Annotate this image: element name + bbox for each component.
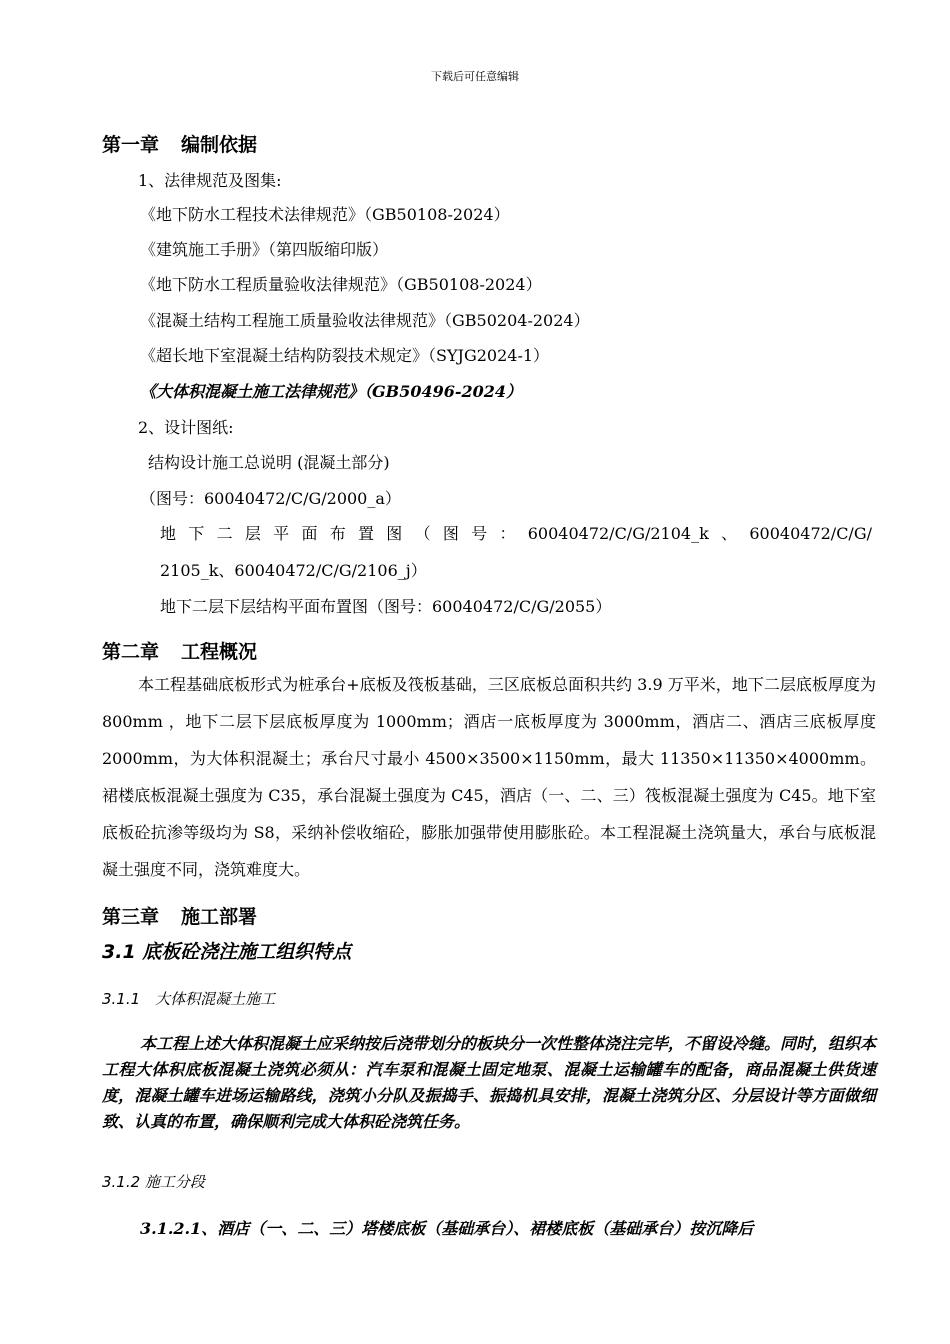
drawing-item: 地下二层平面布置图（图号：60040472/C/G/2104_k、60040472/C/G/: [160, 524, 872, 543]
chapter-label: 第二章: [102, 641, 160, 663]
header-note: 下载后可任意编辑: [431, 70, 519, 83]
section-3-1-1-paragraph: 本工程上述大体积混凝土应采纳按后浇带划分的板块分一次性整体浇注完毕，不留设冷缝。同时，组织本工程大体积底板混凝土浇筑必须从：汽车泵和混凝土固定地泵、混凝土运输罐车的配备，商品混凝土供货速度，混凝土罐车进场运输路线，浇筑小分队及振捣手、振捣机具安排，混凝土浇筑分区、分层设计等方面做细致、认真的布置，确保顺利完成大体积砼浇筑任务。: [102, 1034, 877, 1131]
drawing-item: （图号：60040472/C/G/2000_a）: [140, 489, 401, 508]
overview-paragraph: 本工程基础底板形式为桩承台+底板及筏板基础，三区底板总面积共约 3.9 万平米，地下二层底板厚度为 800mm ，地下二层下层底板厚度为 1000mm；酒店一底板厚度为 3000mm，酒店二、酒店三底板厚度 2000mm，为大体积混凝土；承台尺寸最小 4500×3500×1150mm，最大 11350×11350×4000mm。裙楼底板混凝土强度为 C35，承台混凝土强度为 C45，酒店（一、二、三）筏板混凝土强度为 C45。地下室底板砼抗渗等级均为 S8，采纳补偿收缩砼，膨胀加强带使用膨胀砼。本工程混凝土浇筑量大，承台与底板混凝土强度不同，浇筑难度大。: [102, 675, 876, 879]
drawing-item: 2105_k、60040472/C/G/2106_j）: [160, 561, 427, 580]
reference-item: 《混凝土结构工程施工质量验收法律规范》（GB50204-2024）: [140, 311, 590, 330]
reference-item: 《建筑施工手册》（第四版缩印版）: [140, 240, 389, 259]
section-3-1-2-1-text: 3.1.2.1、酒店（一、二、三）塔楼底板（基础承台）、裙楼底板（基础承台）按沉降后: [140, 1219, 754, 1238]
list-item: 1、法律规范及图集:: [138, 171, 282, 190]
chapter-title: 施工部署: [181, 906, 258, 928]
reference-item: 《地下防水工程技术法律规范》（GB50108-2024）: [140, 205, 510, 224]
drawing-item: 地下二层下层结构平面布置图（图号：60040472/C/G/2055）: [160, 597, 612, 616]
section-3-1-heading: 3.1 底板砼浇注施工组织特点: [102, 941, 352, 963]
chapter-label: 第三章: [102, 906, 160, 928]
chapter-3-heading: [102, 902, 257, 929]
chapter-label: 第一章: [102, 134, 160, 156]
chapter-2-heading: [102, 637, 257, 664]
reference-item: 《超长地下室混凝土结构防裂技术规定》（SYJG2024-1）: [140, 346, 550, 365]
chapter-title: 工程概况: [181, 641, 258, 663]
list-item: 2、设计图纸:: [138, 418, 234, 437]
drawing-item: 结构设计施工总说明 (混凝土部分): [148, 453, 390, 472]
section-3-1-1-heading: 3.1.1 大体积混凝土施工: [102, 990, 276, 1008]
reference-item: 《地下防水工程质量验收法律规范》（GB50108-2024）: [140, 275, 542, 294]
reference-item: 《大体积混凝土施工法律规范》（GB50496-2024）: [140, 382, 523, 401]
chapter-1-heading: [102, 130, 257, 157]
section-3-1-2-heading: 3.1.2 施工分段: [102, 1173, 205, 1191]
chapter-title: 编制依据: [181, 134, 258, 156]
